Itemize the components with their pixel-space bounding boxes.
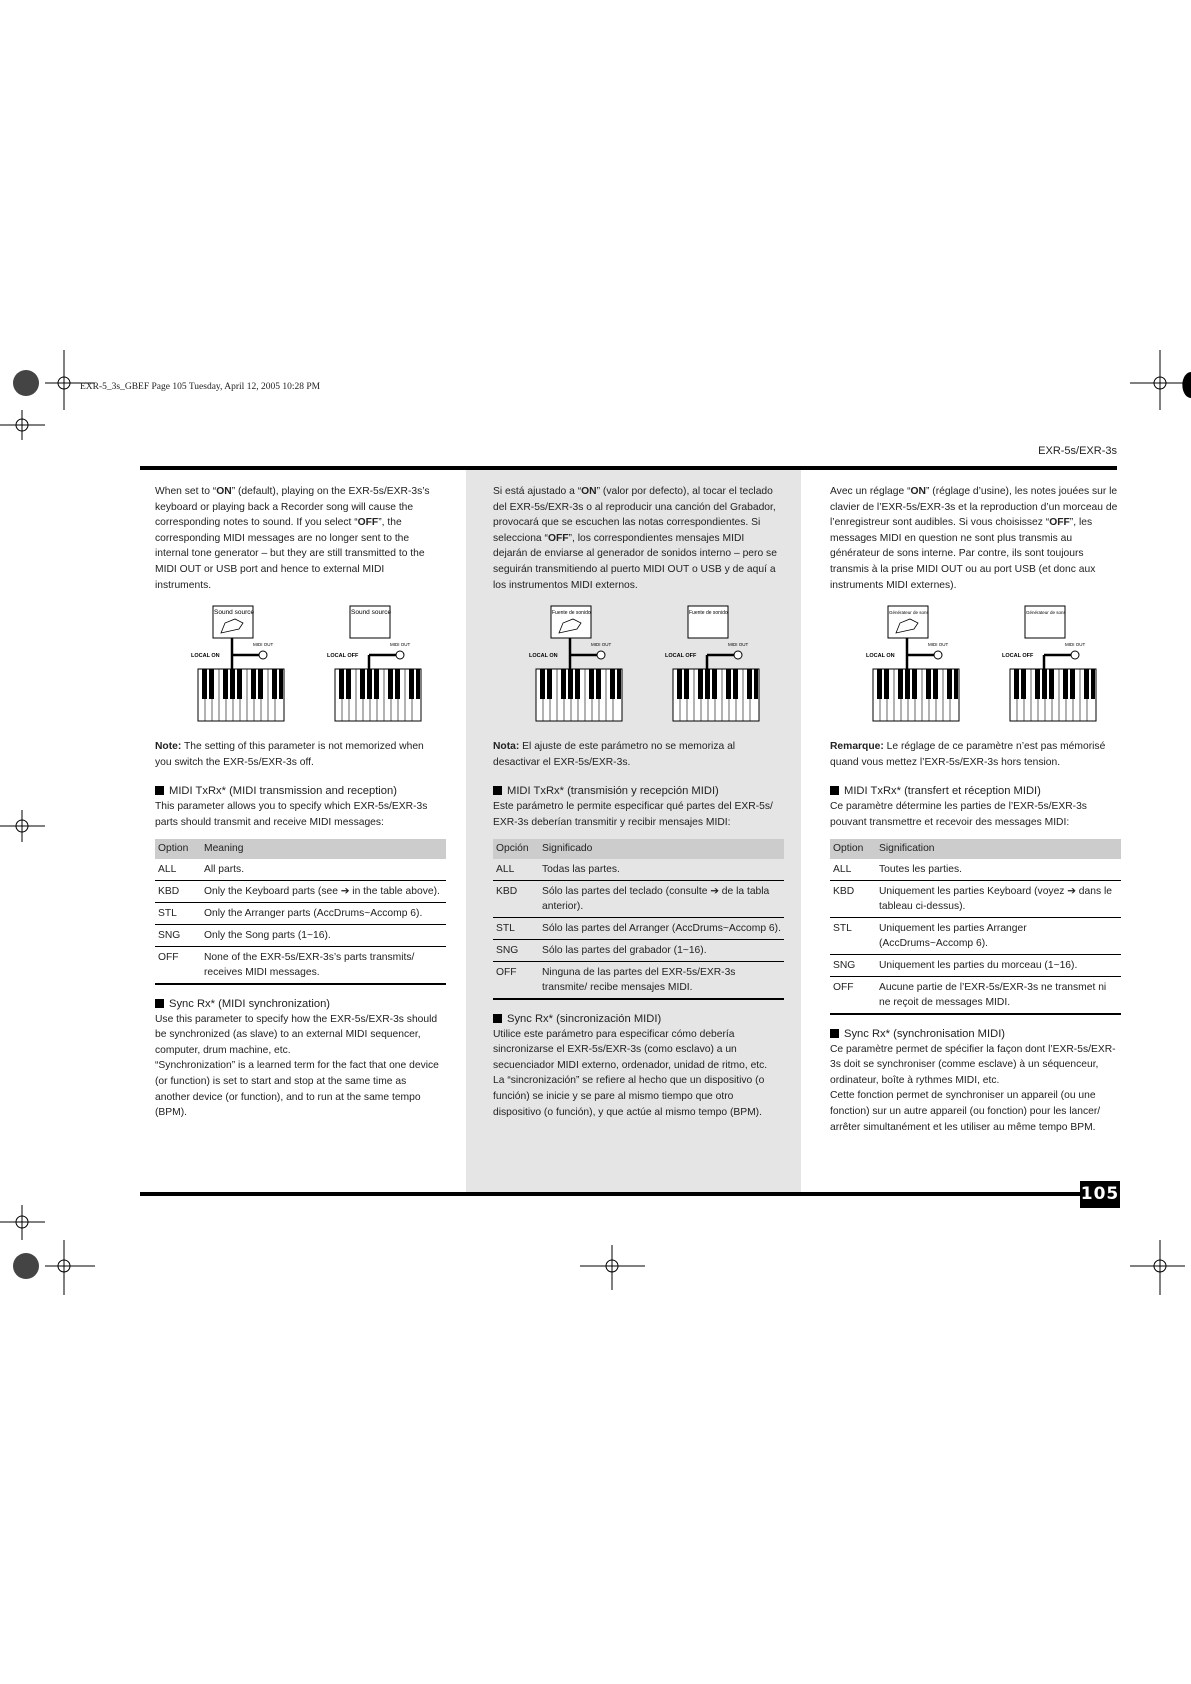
note: Nota: El ajuste de este parámetro no se memoriza al desactivar el EXR-5s/EXR-3s. [493,741,736,768]
table-header: Option [155,839,201,859]
svg-text:MIDI OUT: MIDI OUT [1065,642,1086,648]
table-header: Significado [539,839,784,859]
top-rule [140,466,1117,470]
sync-paragraph-1: Use this parameter to specify how the EXR-5s/EXR-3s should be synchronized (as slave) to an external MIDI sequencer, computer, drum machine, etc. [155,1013,438,1056]
txrx-table [493,839,784,1000]
table-header: Meaning [201,839,446,859]
color-wheel-icon [1182,372,1191,398]
txrx-paragraph: Ce paramètre détermine les parties de l’EXR-5s/EXR-3s pouvant transmettre et recevoir des messages MIDI: [830,801,1087,828]
table-row: ALL Toutes les parties. [830,859,1121,881]
midi-port-icon [597,651,605,659]
crosshair-icon [0,1205,45,1240]
midi-port-icon [934,651,942,659]
crosshair-icon [580,1245,645,1290]
svg-text:MIDI OUT: MIDI OUT [390,642,411,648]
table-row: STL Uniquement les parties Arranger (AccDrums~Accomp 6). [830,917,1121,954]
table-row: SNG Only the Song parts (1~16). [155,924,446,946]
local-on-off-diagram [155,601,445,733]
local-off-diagram [1002,606,1096,721]
page-number: 105 [1080,1181,1120,1208]
svg-text:Fuente de sonido: Fuente de sonido [689,610,728,617]
sync-paragraph-2: Cette fonction permet de synchroniser un appareil (ou une fonction) sur un autre appareil (ou fonction) pour les lancer/ arrêter simultanément et les utiliser au même tempo BPM. [830,1090,1101,1133]
local-on-diagram [191,606,284,721]
svg-text:MIDI OUT: MIDI OUT [253,642,274,648]
spanish-column [493,484,781,1120]
svg-text:LOCAL OFF: LOCAL OFF [327,653,359,660]
local-on-diagram [866,606,959,721]
intro-paragraph: Avec un réglage “ON” (réglage d’usine), les notes jouées sur le clavier de l’EXR-5s/EXR-3s et la reproduction d’un morceau de l’enregistreur sont audibles. Si vous choisissez “OFF”, les messages MIDI en question ne sont plus transmis au générateur de sons interne. Par contre, ils sont toujours transmis à la prise MIDI OUT ou au port USB (et donc aux instruments MIDI externes). [830,486,1118,591]
sync-paragraph-2: “Synchronization” is a learned term for the fact that one device (or function) is set to start and stop at the same time as another device (or function), and to run at the same tempo (BPM). [155,1060,439,1119]
midi-port-icon [734,651,742,659]
table-header: Option [830,839,876,859]
note: Remarque: Le réglage de ce paramètre n’est pas mémorisé quand vous mettez l’EXR-5s/EXR-3s hors tension. [830,741,1106,768]
sync-paragraph-1: Utilice este parámetro para especificar cómo debería sincronizarse el EXR-5s/EXR-3s (como esclavo) a un secuenciador MIDI externo, ordenador, unidad de ritmo, etc. [493,1028,768,1071]
svg-text:MIDI OUT: MIDI OUT [591,642,612,648]
table-row: OFF Ninguna de las partes del EXR-5s/EXR-3s transmite/ recibe mensajes MIDI. [493,961,784,999]
french-column [830,484,1118,1135]
section-heading-txrx: MIDI TxRx* (transmisión y recepción MIDI) [493,784,781,799]
local-off-diagram [327,606,421,721]
table-row: OFF Aucune partie de l’EXR-5s/EXR-3s ne transmet ni ne reçoit de messages MIDI. [830,976,1121,1014]
midi-port-icon [259,651,267,659]
english-column [155,484,443,1121]
svg-text:Générateur de sons: Générateur de sons [889,610,929,616]
crosshair-icon [1130,1240,1185,1295]
table-row: KBD Only the Keyboard parts (see ➔ in the table above). [155,880,446,902]
svg-text:MIDI OUT: MIDI OUT [928,642,949,648]
section-heading-sync: Sync Rx* (sincronización MIDI) [493,1012,781,1027]
svg-text:LOCAL OFF: LOCAL OFF [665,653,697,660]
crosshair-icon [0,410,45,440]
svg-text:Fuente de sonido: Fuente de sonido [552,610,591,617]
local-off-diagram [665,606,759,721]
model-header: EXR-5s/EXR-3s [1038,445,1117,457]
table-row: OFF None of the EXR-5s/EXR-3s’s parts transmits/ receives MIDI messages. [155,946,446,984]
table-row: KBD Sólo las partes del teclado (consulte ➔ de la tabla anterior). [493,880,784,917]
txrx-paragraph: Este parámetro le permite especificar qué partes del EXR-5s/ EXR-3s deberían transmitir y recibir mensajes MIDI: [493,801,773,828]
table-row: STL Only the Arranger parts (AccDrums~Accomp 6). [155,902,446,924]
txrx-paragraph: This parameter allows you to specify which EXR-5s/EXR-3s parts should transmit and receive MIDI messages: [155,801,428,828]
table-header: Opción [493,839,539,859]
print-slug: EXR-5_3s_GBEF Page 105 Tuesday, April 12, 2005 10:28 PM [80,382,321,392]
local-on-off-figure [493,601,781,733]
local-on-diagram [529,606,622,721]
table-row: ALL Todas las partes. [493,859,784,881]
crosshair-icon [0,810,45,842]
table-row: STL Sólo las partes del Arranger (AccDrums~Accomp 6). [493,917,784,939]
intro-paragraph: Si está ajustado a “ON” (valor por defecto), al tocar el teclado del EXR-5s/EXR-3s o al reproducir una canción del Grabador, provocará que se escuchen las notas correspondientes. Si selecciona “OFF”, los correspondientes mensajes MIDI dejarán de enviarse al generador de sonidos interno – pero se seguirán transmitiendo al puerto MIDI OUT o USB y de aquí a los instrumentos MIDI externos. [493,486,777,591]
svg-text:LOCAL OFF: LOCAL OFF [1002,653,1034,660]
local-on-off-diagram [493,601,783,733]
svg-text:LOCAL ON: LOCAL ON [529,653,558,660]
color-wheel-icon [13,370,39,396]
table-row: ALL All parts. [155,859,446,881]
note: Note: The setting of this parameter is not memorized when you switch the EXR-5s/EXR-3s off. [155,741,424,768]
sync-paragraph-2: La “sincronización” se refiere al hecho que un dispositivo (o función) se inicie y se pare al mismo tiempo que otro dispositivo (o función), y que actúe al mismo tempo (BPM). [493,1075,765,1118]
svg-text:Sound source: Sound source [214,609,255,617]
midi-port-icon [396,651,404,659]
section-heading-txrx: MIDI TxRx* (transfert et réception MIDI) [830,784,1118,799]
crosshair-icon [1130,350,1185,410]
section-heading-txrx: MIDI TxRx* (MIDI transmission and reception) [155,784,443,799]
intro-paragraph: When set to “ON” (default), playing on the EXR-5s/EXR-3s’s keyboard or playing back a Recorder song will cause the corresponding notes to sound. If you select “OFF”, the corresponding MIDI messages are no longer sent to the internal tone generator – but they are still transmitted to the MIDI OUT or USB port and hence to external MIDI instruments. [155,486,430,591]
txrx-table [155,839,446,985]
section-heading-sync: Sync Rx* (synchronisation MIDI) [830,1027,1118,1042]
bottom-rule [140,1192,1117,1196]
svg-text:Sound source: Sound source [351,609,392,617]
svg-text:LOCAL ON: LOCAL ON [191,653,220,660]
crosshair-icon [45,350,95,410]
color-wheel-icon [13,1253,39,1279]
table-row: SNG Sólo las partes del grabador (1~16). [493,939,784,961]
svg-text:Générateur de sons: Générateur de sons [1026,610,1066,616]
txrx-table [830,839,1121,1015]
local-on-off-figure [155,601,443,733]
midi-port-icon [1071,651,1079,659]
local-on-off-diagram [830,601,1120,733]
sync-paragraph-1: Ce paramètre permet de spécifier la façon dont l’EXR-5s/EXR-3s doit se synchroniser (comme esclave) à un séquenceur, ordinateur, boîte à rythmes MIDI, etc. [830,1043,1116,1086]
section-heading-sync: Sync Rx* (MIDI synchronization) [155,997,443,1012]
table-header: Signification [876,839,1121,859]
svg-text:MIDI OUT: MIDI OUT [728,642,749,648]
svg-text:LOCAL ON: LOCAL ON [866,653,895,660]
table-row: KBD Uniquement les parties Keyboard (voyez ➔ dans le tableau ci-dessus). [830,880,1121,917]
local-on-off-figure [830,601,1118,733]
table-row: SNG Uniquement les parties du morceau (1~16). [830,954,1121,976]
crosshair-icon [45,1240,95,1295]
